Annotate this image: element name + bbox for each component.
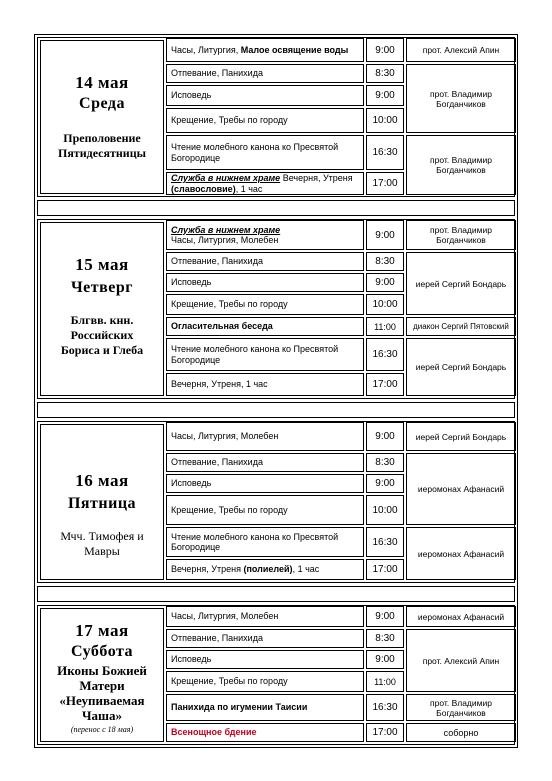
service-cell: Крещение, Требы по городу: [166, 294, 364, 315]
service-cell: Исповедь: [166, 650, 364, 669]
service-cell: Часы, Литургия, Малое освящение воды: [166, 38, 364, 62]
service-cell: Чтение молебного канона ко Пресвятой Богородице: [166, 527, 364, 557]
time-cell: 16:30: [366, 527, 404, 557]
transfer-note: (перенос с 18 мая): [70, 725, 134, 734]
feast-name: Преполовение Пятидесятницы: [57, 131, 146, 160]
day-weekday: Среда: [79, 95, 125, 112]
service-cell: Отпевание, Панихида: [166, 629, 364, 648]
priest-cell: прот. Владимир Богданчиков: [406, 694, 516, 721]
separator-row: [37, 586, 515, 602]
feast-name: Иконы Божией Матери «Неупиваемая Чаша»: [57, 663, 147, 723]
service-cell: Всенощное бдение: [166, 723, 364, 742]
day-weekday: Четверг: [70, 279, 134, 296]
day-date: 15 мая: [75, 255, 129, 274]
day-cell: [40, 608, 164, 742]
day-weekday: Пятница: [67, 495, 137, 512]
service-cell: Служба в нижнем храме Часы, Литургия, Молебен: [166, 220, 364, 250]
day-date: 16 мая: [75, 471, 129, 490]
priest-cell: иерей Сергий Бондарь: [406, 422, 516, 451]
service-cell: Огласительная беседа: [166, 317, 364, 336]
time-cell: 8:30: [366, 252, 404, 271]
time-cell: 11:00: [366, 671, 404, 692]
time-cell: 10:00: [366, 495, 404, 525]
time-cell: 9:00: [366, 422, 404, 451]
service-cell: Отпевание, Панихида: [166, 252, 364, 271]
service-cell: Отпевание, Панихида: [166, 453, 364, 472]
time-cell: 9:00: [366, 606, 404, 627]
priest-cell: диакон Сергий Пятовский: [406, 317, 516, 336]
priest-cell: иеромонах Афанасий: [406, 453, 516, 525]
priest-cell: прот. Владимир Богданчиков: [406, 64, 516, 133]
service-cell: Крещение, Требы по городу: [166, 108, 364, 133]
time-cell: 10:00: [366, 108, 404, 133]
priest-cell: иеромонах Афанасий: [406, 606, 516, 627]
service-cell: Часы, Литургия, Молебен: [166, 422, 364, 451]
priest-cell: прот. Алексий Апин: [406, 629, 516, 692]
time-cell: 9:00: [366, 38, 404, 62]
time-cell: 9:00: [366, 474, 404, 493]
service-cell: Чтение молебного канона ко Пресвятой Богородице: [166, 135, 364, 170]
day-block-16: [37, 421, 515, 583]
priest-cell: иерей Сергий Бондарь: [406, 338, 516, 396]
priest-cell: иерей Сергий Бондарь: [406, 252, 516, 315]
service-cell: Исповедь: [166, 85, 364, 106]
day-block-17: [37, 605, 515, 745]
time-cell: 8:30: [366, 629, 404, 648]
day-weekday: Суббота: [70, 643, 134, 660]
time-cell: 9:00: [366, 650, 404, 669]
service-cell: Служба в нижнем храме Вечерня, Утреня (славословие), 1 час: [166, 172, 364, 195]
service-cell: Крещение, Требы по городу: [166, 671, 364, 692]
time-cell: 8:30: [366, 453, 404, 472]
day-cell: [40, 424, 164, 580]
service-cell: Вечерня, Утреня, 1 час: [166, 373, 364, 396]
time-cell: 17:00: [366, 172, 404, 195]
separator-row: [37, 200, 515, 216]
time-cell: 17:00: [366, 373, 404, 396]
feast-name: Блгвв. кнн. Российских Бориса и Глеба: [60, 313, 144, 357]
day-cell: [40, 40, 164, 194]
time-cell: 8:30: [366, 64, 404, 83]
day-block-14: [37, 37, 515, 197]
service-cell: Исповедь: [166, 474, 364, 493]
feast-name: Мчч. Тимофея и Мавры: [60, 529, 144, 558]
priest-cell: прот. Алексий Апин: [406, 38, 516, 62]
service-cell: Чтение молебного канона ко Пресвятой Богородице: [166, 338, 364, 371]
day-cell: [40, 222, 164, 396]
time-cell: 16:30: [366, 135, 404, 170]
time-cell: 17:00: [366, 723, 404, 742]
time-cell: 16:30: [366, 338, 404, 371]
service-cell: Вечерня, Утреня (полиелей), 1 час: [166, 559, 364, 580]
time-cell: 10:00: [366, 294, 404, 315]
priest-cell: соборно: [406, 723, 516, 742]
schedule-table: [34, 34, 518, 748]
time-cell: 17:00: [366, 559, 404, 580]
priest-cell: прот. Владимир Богданчиков: [406, 220, 516, 250]
time-cell: 11:00: [366, 317, 404, 336]
service-cell: Часы, Литургия, Молебен: [166, 606, 364, 627]
time-cell: 9:00: [366, 85, 404, 106]
time-cell: 16:30: [366, 694, 404, 721]
day-date: 17 мая: [75, 621, 129, 640]
service-cell: Исповедь: [166, 273, 364, 292]
day-date: 14 мая: [75, 73, 129, 92]
service-cell: Отпевание, Панихида: [166, 64, 364, 83]
time-cell: 9:00: [366, 220, 404, 250]
service-cell: Панихида по игумении Таисии: [166, 694, 364, 721]
day-block-15: [37, 219, 515, 399]
priest-cell: прот. Владимир Богданчиков: [406, 135, 516, 195]
time-cell: 9:00: [366, 273, 404, 292]
separator-row: [37, 402, 515, 418]
priest-cell: иеромонах Афанасий: [406, 527, 516, 580]
service-cell: Крещение, Требы по городу: [166, 495, 364, 525]
